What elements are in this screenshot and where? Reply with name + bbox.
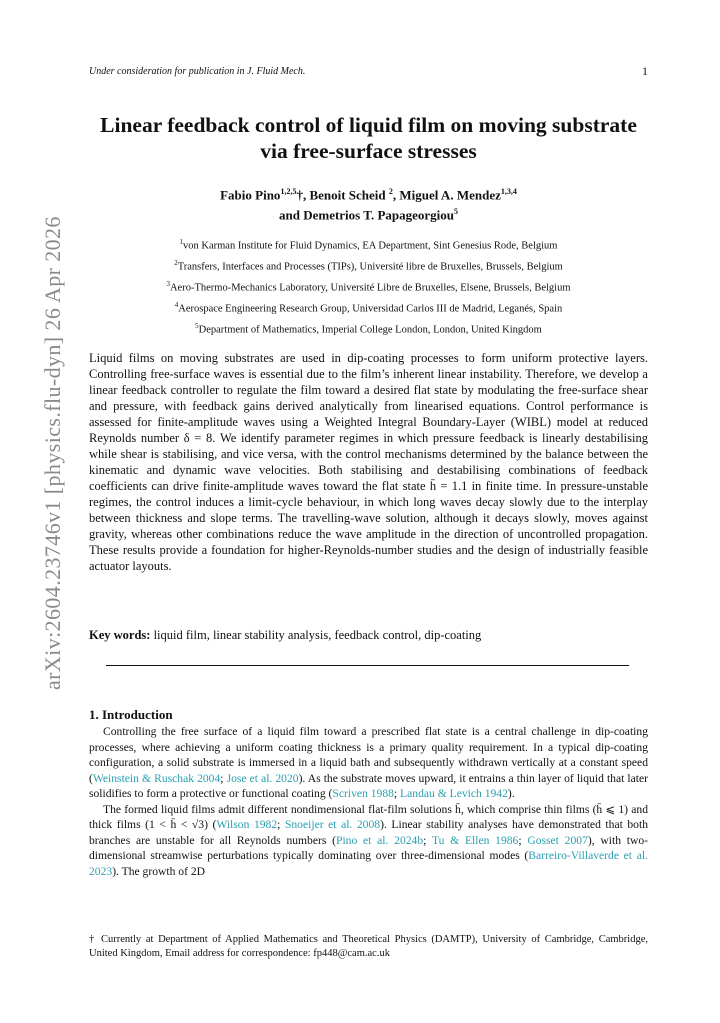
- text-run: ), with two-dimensional streamwise perturbations typically dominating over three-dimensional modes (: [89, 833, 648, 862]
- affiliation-text: Department of Mathematics, Imperial College London, London, United Kingdom: [198, 324, 542, 336]
- citation-link[interactable]: Gosset 2007: [527, 833, 588, 847]
- keywords: [89, 627, 648, 643]
- author-conjunction: and: [278, 207, 304, 223]
- paragraph: [89, 724, 648, 802]
- text-run: ;: [393, 787, 401, 800]
- author-affil-sup: 1,2,5: [280, 187, 297, 196]
- section-divider: [106, 665, 629, 666]
- affiliation: [89, 318, 648, 339]
- keywords-label: Key words:: [89, 628, 151, 642]
- footnote: † Currently at Department of Applied Mathematics and Theoretical Physics (DAMTP), University of Cambridge, Cambridge, United Kingdom, Email address for correspondence: fp448@cam.ac.uk: [89, 934, 648, 959]
- footnote-mark: †,: [296, 187, 310, 203]
- affiliation: [89, 297, 648, 318]
- author-list: [89, 183, 648, 224]
- text-run: ). As the substrate moves upward, it entrains a thin layer of liquid that later solidifies to form a protective or functional coating (: [89, 771, 648, 800]
- affiliation-number: 2: [174, 259, 178, 268]
- text-run: Controlling the free surface of a liquid film toward a prescribed flat state is a central challenge in dip-coating processes, where achieving a uniform coating thickness is a primary quality requirement. In a typical dip-coating configuration, a solid substrate is immersed in a liquid bath and subsequently withdrawn vertically at a constant speed (: [89, 725, 648, 785]
- author-name: Fabio Pino: [220, 187, 281, 203]
- paper-title: Linear feedback control of liquid film on moving substrate via free-surface stresses: [100, 113, 637, 163]
- arxiv-identifier-stamp: arXiv:2604.23746v1 [physics.flu-dyn] 26 Apr 2026: [40, 216, 65, 690]
- affiliation: [89, 276, 648, 297]
- text-run: ).: [507, 787, 515, 800]
- citation-link[interactable]: Weinstein & Ruschak 2004: [92, 771, 221, 785]
- text-run: ). Linear stability analyses have demonstrated that both branches are unstable for all Reynolds numbers (: [89, 818, 648, 847]
- affiliation-number: 1: [179, 238, 184, 246]
- text-run: ;: [277, 818, 285, 831]
- keywords-text: liquid film, linear stability analysis, feedback control, dip-coating: [150, 628, 482, 642]
- affiliation: [89, 234, 648, 255]
- page-number: 1: [642, 64, 648, 78]
- introduction-body: [89, 724, 648, 879]
- affiliation-text: Aerospace Engineering Research Group, Universidad Carlos III de Madrid, Leganés, Spain: [178, 303, 563, 315]
- text-run: ;: [220, 771, 227, 785]
- affiliation-text: Aero-Thermo-Mechanics Laboratory, Université Libre de Bruxelles, Elsene, Brussels, Belgium: [169, 282, 571, 294]
- author-affil-sup: 5: [454, 207, 459, 217]
- citation-link[interactable]: Landau & Levich 1942: [400, 787, 508, 800]
- affiliation-number: 5: [195, 322, 199, 331]
- affiliation-text: Transfers, Interfaces and Processes (TIPs), Université libre de Bruxelles, Brussels, Belgium: [177, 261, 563, 273]
- text-run: ). The growth of 2D: [112, 864, 206, 878]
- citation-link[interactable]: Jose et al. 2020: [226, 771, 299, 785]
- citation-link[interactable]: Snoeijer et al. 2008: [284, 818, 381, 831]
- section-heading: 1. Introduction: [89, 707, 173, 722]
- text-run: ;: [423, 833, 432, 847]
- affiliation: [89, 255, 648, 276]
- affiliation-list: [89, 234, 648, 339]
- citation-link[interactable]: Tu & Ellen 1986: [431, 833, 519, 847]
- citation-link[interactable]: Wilson 1982: [216, 818, 278, 831]
- abstract: Liquid films on moving substrates are used in dip-coating processes to form uniform protective layers. Controlling free-surface waves is essential due to the film’s inherent linear instability. Therefore, we develop a linear feedback controller to regulate the film toward a desired flat state by modulating the free-surface shear and pressure, with feedback gains derived analytically from linearised equations. Control performance is assessed for finite-amplitude waves using a Weighted Integral Boundary-Layer (WIBL) model at reduced Reynolds number δ = 8. We identify parameter regimes in which pressure feedback is linearly destabilising while shear is stabilising, and vice versa, with the control mechanisms determined by the balance between the kinematic and dynamic wave velocities. Both stabilising and destabilising combinations of feedback coefficients can drive finite-amplitude waves toward the flat state h̄ = 1.1 in finite time. In pressure-unstable regimes, the control induces a limit-cycle behaviour, in which long waves decay slowly due to the interplay between thickness and slope terms. The travelling-wave solution, although it decays slowly, moves against gravity, whereas other combinations reduce the wave amplitude in the direction of uncontrolled propagation. These results provide a foundation for higher-Reynolds-number studies and the design of industrially feasible actuator layouts.: [89, 351, 648, 573]
- author-affil-sup: 1,3,4: [500, 187, 517, 196]
- author-name: Demetrios T. Papageorgiou: [303, 207, 455, 223]
- text-run: ;: [518, 833, 528, 847]
- affiliation-text: von Karman Institute for Fluid Dynamics, EA Department, Sint Genesius Rode, Belgium: [183, 240, 558, 252]
- author-name: Miguel A. Mendez: [399, 187, 501, 203]
- author-name: Benoit Scheid: [309, 187, 389, 203]
- text-run: The formed liquid films admit different nondimensional flat-film solutions h̄, which comprise thin films (h̄ ⩽ 1) and thick films (1 < h̄ < √3) (: [89, 802, 648, 831]
- affiliation-number: 4: [174, 301, 179, 310]
- author-separator: ,: [392, 187, 400, 203]
- citation-link[interactable]: Pino et al. 2024b: [336, 833, 424, 847]
- running-head: Under consideration for publication in J. Fluid Mech.: [89, 66, 306, 77]
- author-affil-sup: 2: [388, 187, 393, 196]
- citation-link[interactable]: Barreiro-Villaverde et al. 2023: [89, 849, 648, 878]
- citation-link[interactable]: Scriven 1988: [332, 787, 394, 800]
- affiliation-number: 3: [166, 280, 170, 289]
- paragraph: [89, 802, 648, 880]
